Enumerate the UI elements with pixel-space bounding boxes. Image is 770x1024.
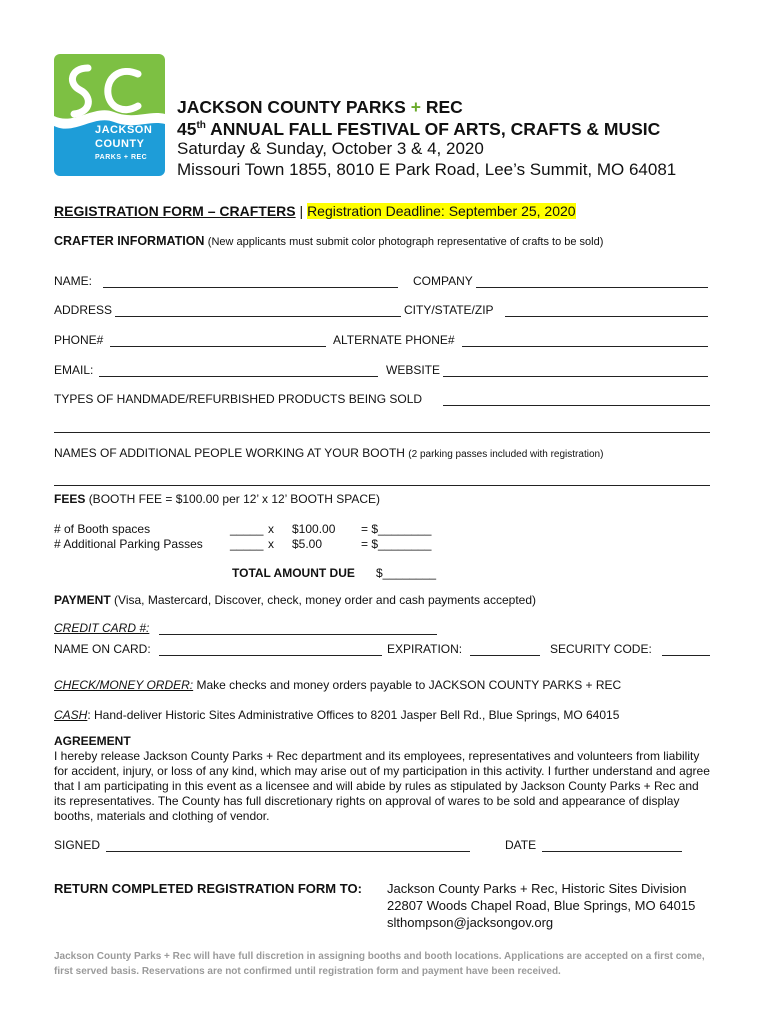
jackson-county-logo (54, 54, 165, 176)
festival-dates: Saturday & Sunday, October 3 & 4, 2020 (177, 139, 484, 158)
cash-line (54, 708, 619, 723)
additional-people-line (54, 446, 603, 462)
additional-people-note: (2 parking passes included with registration) (408, 449, 604, 460)
festival-number-suffix: th (196, 120, 206, 132)
website-label: WEBSITE (386, 363, 441, 377)
crafter-info-heading-line (54, 234, 603, 250)
form-title: REGISTRATION FORM – CRAFTERS (54, 203, 296, 219)
name-field[interactable] (103, 275, 398, 288)
credit-card-label: CREDIT CARD #: (54, 621, 150, 635)
logo-line1: JACKSON (95, 124, 153, 136)
security-code-field[interactable] (662, 643, 710, 656)
fee-row-qty[interactable]: _____ (230, 522, 264, 536)
signature-field[interactable] (106, 839, 470, 852)
footer-disclaimer: Jackson County Parks + Rec will have full discretion in assigning booths and booth locations. Applications are accepted on a first come, first served basis. Reservations are not confirmed until registration form and payment have been received. (54, 951, 705, 977)
additional-people-field[interactable] (54, 473, 710, 486)
company-field[interactable] (476, 275, 708, 288)
name-on-card-field[interactable] (159, 643, 382, 656)
form-title-separator: | (299, 203, 304, 219)
check-money-order-label: CHECK/MONEY ORDER: (54, 678, 194, 692)
security-code-label: SECURITY CODE: (550, 642, 652, 656)
alt-phone-label: ALTERNATE PHONE# (333, 333, 455, 347)
fee-row-price: $100.00 (292, 522, 336, 536)
return-address-line1: Jackson County Parks + Rec, Historic Sites Division (387, 881, 687, 896)
cash-label: CASH (54, 708, 88, 722)
festival-name: ANNUAL FALL FESTIVAL OF ARTS, CRAFTS & MUSIC (210, 119, 661, 139)
return-email: slthompson@jacksongov.org (387, 915, 554, 930)
name-label: NAME: (54, 274, 93, 288)
festival-location: Missouri Town 1855, 8010 E Park Road, Lee’s Summit, MO 64081 (177, 160, 677, 179)
fee-row-label: # Additional Parking Passes (54, 537, 203, 551)
payment-note: (Visa, Mastercard, Discover, check, money order and cash payments accepted) (114, 593, 536, 607)
phone-label: PHONE# (54, 333, 104, 347)
fee-row-label: # of Booth spaces (54, 522, 151, 536)
logo-line2: COUNTY (95, 138, 145, 150)
festival-number: 45 (177, 119, 197, 139)
cash-text: : Hand-deliver Historic Sites Administrative Offices to 8201 Jasper Bell Rd., Blue Springs, MO 64015 (87, 708, 620, 722)
fees-heading-line (54, 492, 380, 507)
date-field[interactable] (542, 839, 682, 852)
org-title-plus: + (410, 97, 421, 117)
phone-field[interactable] (110, 334, 326, 347)
logo-line3: PARKS + REC (95, 154, 148, 161)
alt-phone-field[interactable] (462, 334, 708, 347)
agreement-text: I hereby release Jackson County Parks + Rec department and its employees, representatives and volunteers from liability for accident, injury, or loss of any kind, which may arise out of my participation in this activity. I further understand and agree that I am participating in this event as a licensee and will abide by rules as stipulated by Jackson County Parks + Rec and its representatives. The County has full discretionary rights on approval of wares to be sold and appearance of display booths, materials and clothing of vendor. (54, 749, 710, 823)
registration-deadline: Registration Deadline: September 25, 2020 (307, 203, 576, 219)
org-title-part2: REC (425, 97, 463, 117)
check-money-order-text: Make checks and money orders payable to JACKSON COUNTY PARKS + REC (196, 678, 622, 692)
fee-row-qty[interactable]: _____ (230, 537, 264, 551)
fee-row-amount[interactable]: = $________ (361, 537, 432, 551)
email-field[interactable] (99, 364, 378, 377)
check-money-order-line (54, 678, 621, 693)
fee-row-price: $5.00 (292, 537, 323, 551)
form-title-line (54, 203, 576, 220)
payment-heading-line (54, 593, 536, 608)
additional-people-label: NAMES OF ADDITIONAL PEOPLE WORKING AT YOUR BOOTH (54, 446, 405, 460)
agreement-heading: AGREEMENT (54, 734, 131, 748)
name-on-card-label: NAME ON CARD: (54, 642, 151, 656)
address-label: ADDRESS (54, 303, 113, 317)
return-label: RETURN COMPLETED REGISTRATION FORM TO: (54, 881, 362, 896)
fee-row-amount[interactable]: = $________ (361, 522, 432, 536)
crafter-info-heading: CRAFTER INFORMATION (54, 234, 205, 248)
date-label: DATE (505, 838, 537, 852)
signed-label: SIGNED (54, 838, 101, 852)
fees-note: (BOOTH FEE = $100.00 per 12’ x 12’ BOOTH SPACE) (88, 492, 381, 506)
expiration-label: EXPIRATION: (387, 642, 463, 656)
expiration-field[interactable] (470, 643, 540, 656)
org-title-part1: JACKSON COUNTY PARKS (177, 97, 406, 117)
website-field[interactable] (443, 364, 708, 377)
org-title (177, 97, 463, 118)
festival-title (177, 119, 660, 140)
company-label: COMPANY (413, 274, 473, 288)
credit-card-field[interactable] (159, 622, 437, 635)
crafter-info-note: (New applicants must submit color photograph representative of crafts to be sold) (207, 236, 604, 248)
email-label: EMAIL: (54, 363, 94, 377)
return-address-line2: 22807 Woods Chapel Road, Blue Springs, MO 64015 (387, 898, 696, 913)
payment-heading: PAYMENT (54, 593, 111, 607)
products-field-line2[interactable] (54, 420, 710, 433)
fees-heading: FEES (54, 492, 86, 506)
total-amount-label: TOTAL AMOUNT DUE (232, 566, 355, 580)
city-state-zip-field[interactable] (505, 304, 708, 317)
address-field[interactable] (115, 304, 401, 317)
total-amount-field[interactable]: $________ (376, 566, 437, 580)
city-state-zip-label: CITY/STATE/ZIP (404, 303, 494, 317)
products-label: TYPES OF HANDMADE/REFURBISHED PRODUCTS BEING SOLD (54, 392, 423, 406)
fee-row-multiply: x (268, 537, 274, 551)
fee-row-multiply: x (268, 522, 274, 536)
products-field[interactable] (443, 393, 710, 406)
